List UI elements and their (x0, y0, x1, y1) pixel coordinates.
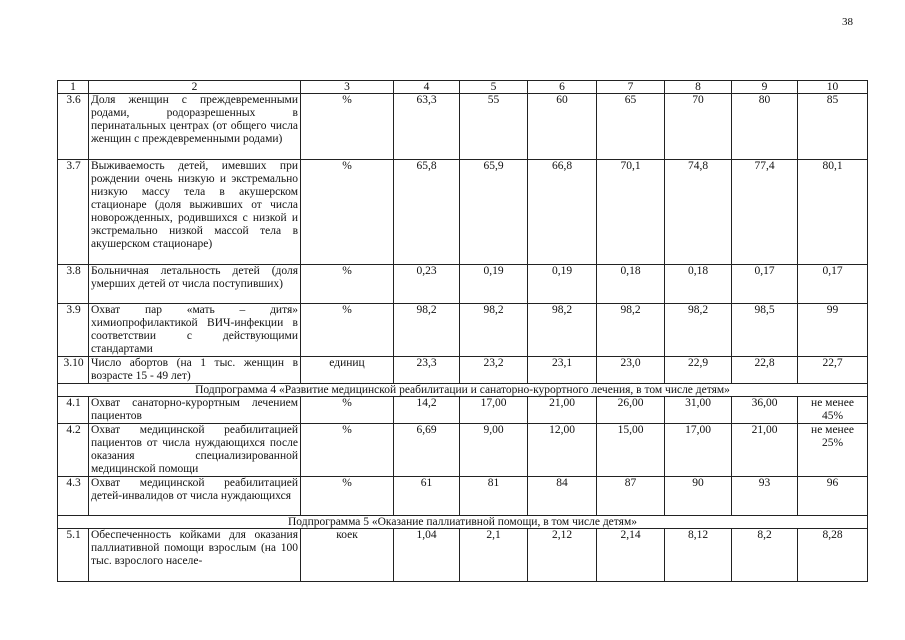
value-cell: 98,2 (528, 304, 597, 357)
indicator-name: Число абортов (на 1 тыс. женщин в возрасте 15 - 49 лет) (89, 357, 301, 384)
value-cell: 80 (732, 94, 798, 160)
header-cell: 7 (597, 81, 665, 94)
value-cell: 96 (798, 477, 868, 516)
indicator-name: Охват медицинской реабилитацией пациентов от числа нуждающихся после оказания специализированной медицинской помощи (89, 424, 301, 477)
value-cell: 14,2 (394, 397, 460, 424)
value-cell: 98,2 (665, 304, 732, 357)
value-cell: 0,19 (528, 265, 597, 304)
value-cell: 6,69 (394, 424, 460, 477)
value-cell: не менее 45% (798, 397, 868, 424)
unit-cell: % (301, 424, 394, 477)
header-cell: 10 (798, 81, 868, 94)
value-cell: 85 (798, 94, 868, 160)
table-row (58, 424, 868, 477)
value-cell: 99 (798, 304, 868, 357)
unit-cell: % (301, 477, 394, 516)
header-cell: 6 (528, 81, 597, 94)
value-cell: 65,8 (394, 160, 460, 265)
value-cell: 22,9 (665, 357, 732, 384)
unit-cell: % (301, 397, 394, 424)
value-cell: 0,17 (732, 265, 798, 304)
table-row (58, 477, 868, 516)
row-number: 4.3 (58, 477, 89, 516)
value-cell: 2,14 (597, 529, 665, 582)
value-cell: 23,0 (597, 357, 665, 384)
header-cell: 5 (460, 81, 528, 94)
unit-cell: коек (301, 529, 394, 582)
value-cell: 98,2 (460, 304, 528, 357)
value-cell: 98,2 (394, 304, 460, 357)
table-row (58, 357, 868, 384)
subprogram-title: Подпрограмма 4 «Развитие медицинской реабилитации и санаторно-курортного лечения, в том числе детям» (58, 384, 868, 397)
value-cell: 8,28 (798, 529, 868, 582)
row-number: 3.8 (58, 265, 89, 304)
value-cell: 9,00 (460, 424, 528, 477)
value-cell: 1,04 (394, 529, 460, 582)
value-cell: 63,3 (394, 94, 460, 160)
subprogram-row (58, 384, 868, 397)
subprogram-row (58, 516, 868, 529)
header-cell: 3 (301, 81, 394, 94)
indicator-name: Охват пар «мать – дитя» химиопрофилактикой ВИЧ-инфекции в соответствии с действующими стандартами (89, 304, 301, 357)
header-cell: 4 (394, 81, 460, 94)
header-row (58, 81, 868, 94)
unit-cell: % (301, 304, 394, 357)
indicator-name: Обеспеченность койками для оказания паллиативной помощи взрослым (на 100 тыс. взрослого населе- (89, 529, 301, 582)
value-cell: 66,8 (528, 160, 597, 265)
header-cell: 9 (732, 81, 798, 94)
indicator-name: Больничная летальность детей (доля умерших детей от числа поступивших) (89, 265, 301, 304)
value-cell: 23,2 (460, 357, 528, 384)
value-cell: 90 (665, 477, 732, 516)
table-row (58, 397, 868, 424)
value-cell: 70 (665, 94, 732, 160)
row-number: 4.2 (58, 424, 89, 477)
value-cell: 23,3 (394, 357, 460, 384)
table-row (58, 94, 868, 160)
value-cell: 61 (394, 477, 460, 516)
value-cell: 0,18 (665, 265, 732, 304)
value-cell: 98,2 (597, 304, 665, 357)
row-number: 3.6 (58, 94, 89, 160)
value-cell: 98,5 (732, 304, 798, 357)
unit-cell: % (301, 160, 394, 265)
value-cell: 0,17 (798, 265, 868, 304)
value-cell: 2,1 (460, 529, 528, 582)
value-cell: 22,8 (732, 357, 798, 384)
row-number: 3.10 (58, 357, 89, 384)
page-number: 38 (842, 16, 853, 28)
header-cell: 1 (58, 81, 89, 94)
unit-cell: % (301, 265, 394, 304)
indicators-table (57, 80, 868, 582)
subprogram-title: Подпрограмма 5 «Оказание паллиативной помощи, в том числе детям» (58, 516, 868, 529)
header-cell: 8 (665, 81, 732, 94)
value-cell: 93 (732, 477, 798, 516)
header-cell: 2 (89, 81, 301, 94)
value-cell: 60 (528, 94, 597, 160)
value-cell: 70,1 (597, 160, 665, 265)
value-cell: 77,4 (732, 160, 798, 265)
value-cell: 87 (597, 477, 665, 516)
table-row (58, 304, 868, 357)
value-cell: 2,12 (528, 529, 597, 582)
value-cell: не менее 25% (798, 424, 868, 477)
unit-cell: % (301, 94, 394, 160)
value-cell: 17,00 (460, 397, 528, 424)
value-cell: 21,00 (732, 424, 798, 477)
value-cell: 31,00 (665, 397, 732, 424)
value-cell: 12,00 (528, 424, 597, 477)
value-cell: 8,2 (732, 529, 798, 582)
value-cell: 0,18 (597, 265, 665, 304)
table-row (58, 265, 868, 304)
value-cell: 8,12 (665, 529, 732, 582)
value-cell: 55 (460, 94, 528, 160)
value-cell: 21,00 (528, 397, 597, 424)
row-number: 3.7 (58, 160, 89, 265)
indicator-name: Охват медицинской реабилитацией детей-инвалидов от числа нуждающихся (89, 477, 301, 516)
value-cell: 17,00 (665, 424, 732, 477)
value-cell: 26,00 (597, 397, 665, 424)
row-number: 5.1 (58, 529, 89, 582)
value-cell: 23,1 (528, 357, 597, 384)
value-cell: 15,00 (597, 424, 665, 477)
indicator-name: Охват санаторно-курортным лечением пациентов (89, 397, 301, 424)
row-number: 4.1 (58, 397, 89, 424)
unit-cell: единиц (301, 357, 394, 384)
value-cell: 22,7 (798, 357, 868, 384)
value-cell: 0,23 (394, 265, 460, 304)
value-cell: 81 (460, 477, 528, 516)
value-cell: 84 (528, 477, 597, 516)
table-row (58, 160, 868, 265)
indicator-name: Выживаемость детей, имевших при рождении очень низкую и экстремально низкую массу тела в акушерском стационаре (доля выживших от числа новорожденных, родившихся с низкой и экстремально низкой массой тела в акушерском стационаре) (89, 160, 301, 265)
value-cell: 74,8 (665, 160, 732, 265)
row-number: 3.9 (58, 304, 89, 357)
value-cell: 80,1 (798, 160, 868, 265)
value-cell: 65,9 (460, 160, 528, 265)
value-cell: 36,00 (732, 397, 798, 424)
value-cell: 65 (597, 94, 665, 160)
table-row (58, 529, 868, 582)
indicator-name: Доля женщин с преждевременными родами, родоразрешенных в перинатальных центрах (от общего числа женщин с преждевременными родами) (89, 94, 301, 160)
value-cell: 0,19 (460, 265, 528, 304)
